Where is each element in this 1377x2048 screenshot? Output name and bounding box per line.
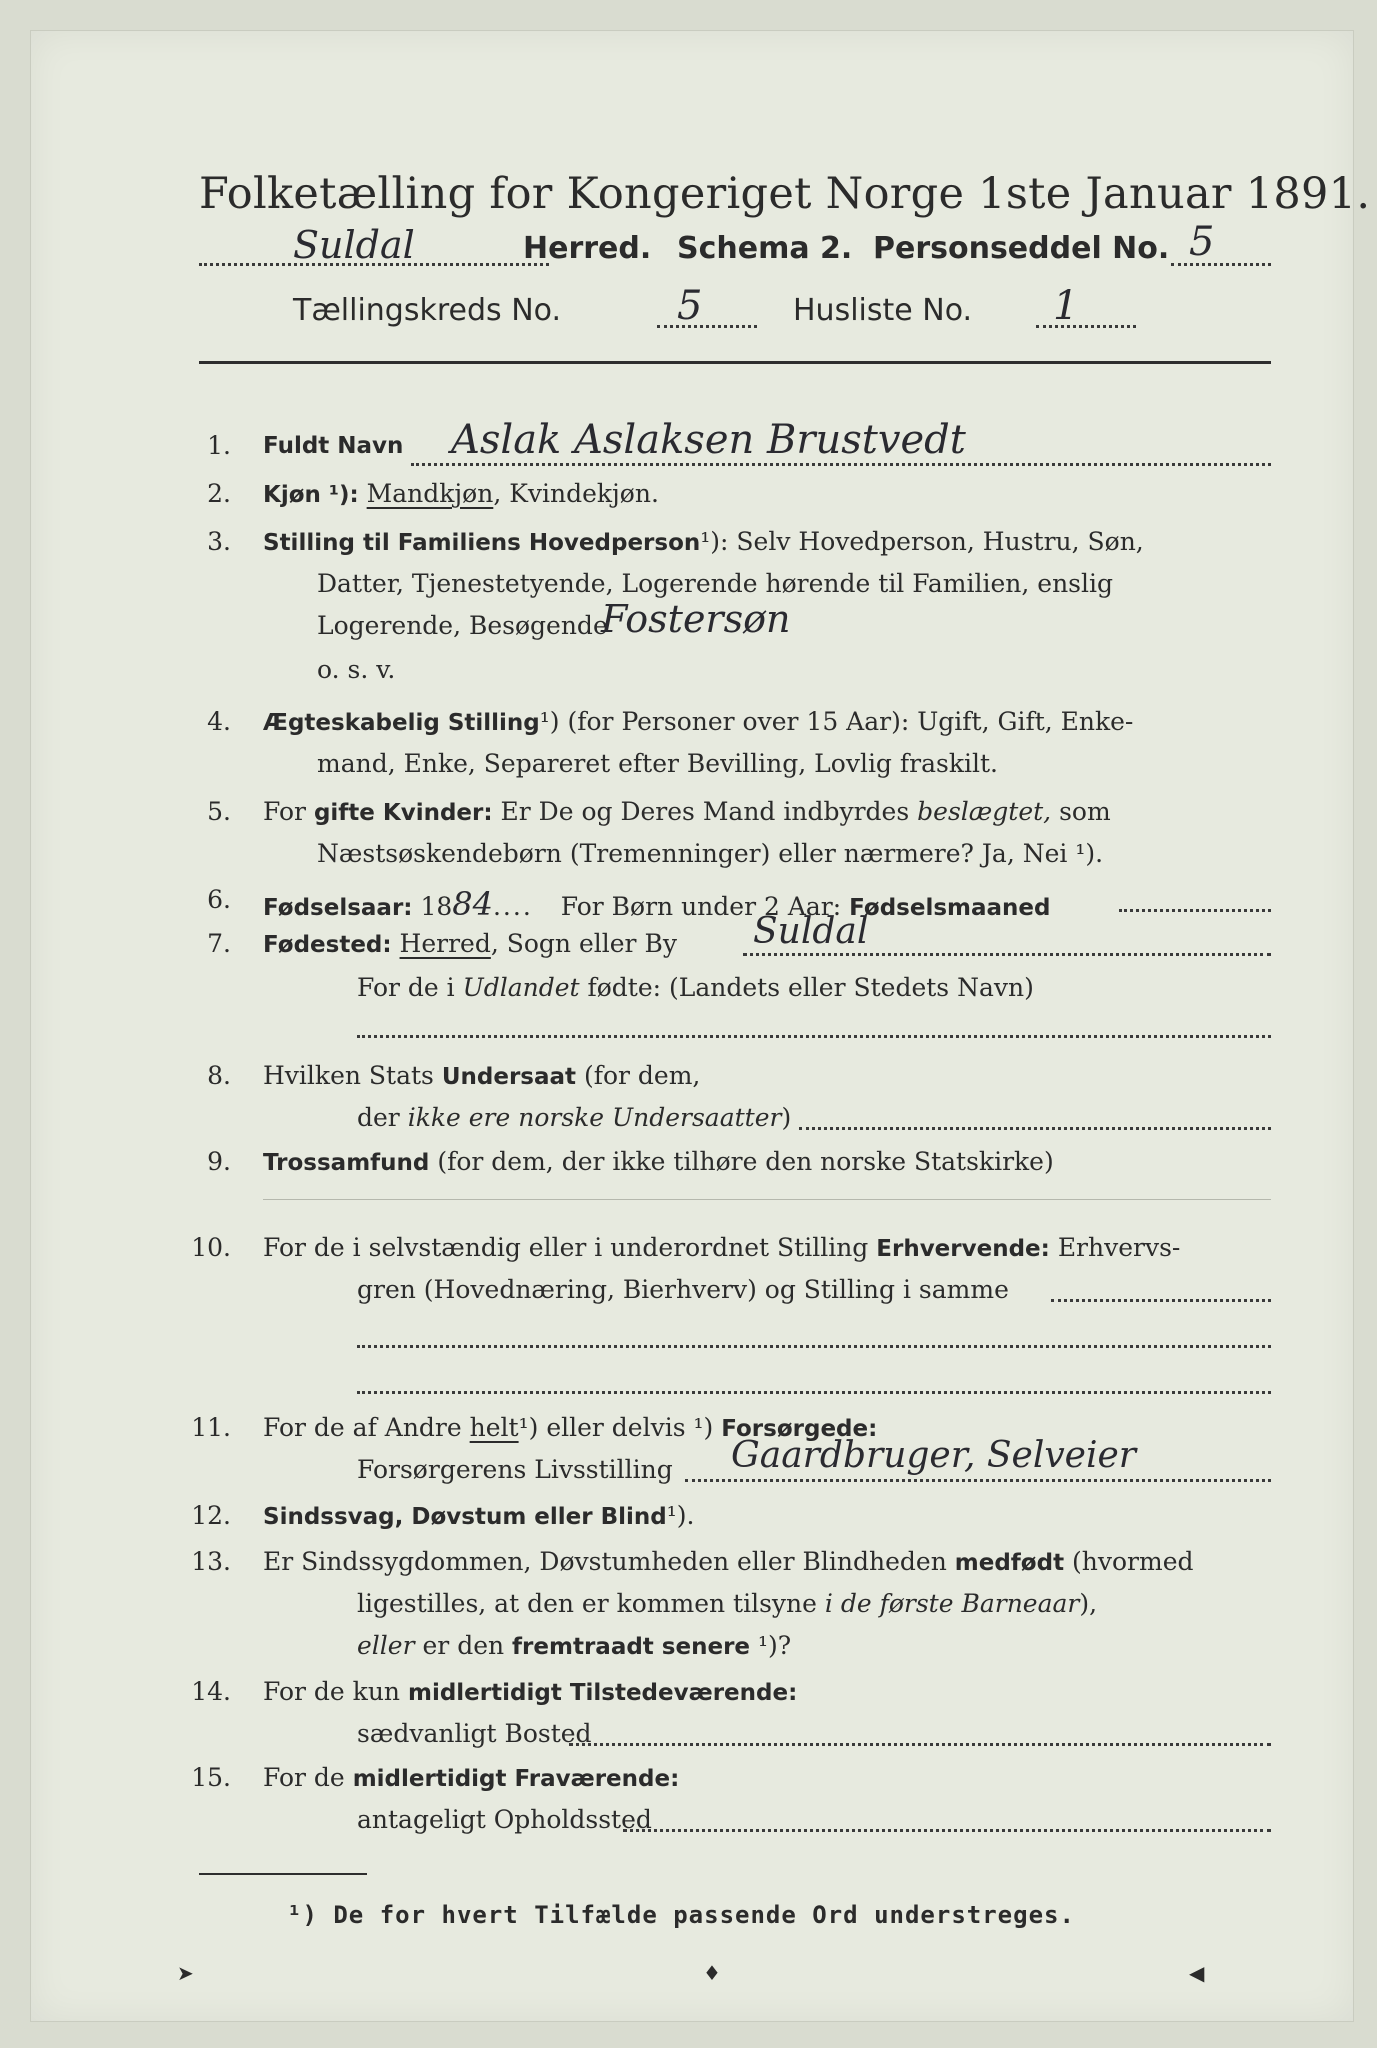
q4-number: 4.	[207, 707, 231, 736]
q3-options-2: Datter, Tjenestetyende, Logerende hørende til Familien, enslig	[317, 569, 1114, 598]
current-location-field[interactable]	[623, 1829, 1271, 1832]
q11-number: 11.	[191, 1413, 231, 1442]
herred-label: Herred.	[523, 231, 652, 266]
q3-options-3: Logerende, Besøgende	[317, 611, 608, 640]
q9-text: (for dem, der ikke tilhøre den norske Statskirke)	[437, 1147, 1054, 1176]
q1-label: Fuldt Navn	[263, 433, 404, 459]
q4-options-2: mand, Enke, Separeret efter Bevilling, Lovlig fraskilt.	[317, 749, 998, 778]
q5-text: Er De og Deres Mand indbyrdes	[500, 797, 910, 826]
q13-line1	[263, 1547, 1194, 1576]
q13-label: medfødt	[954, 1550, 1065, 1576]
supported-option-fully[interactable]: helt	[469, 1413, 519, 1442]
q13-er-den: er den	[422, 1631, 505, 1660]
q3-line1	[263, 527, 1144, 556]
q1-number: 1.	[207, 431, 231, 460]
birth-year-prefix: 18	[420, 892, 453, 921]
q13-text: Er Sindssygdommen, Døvstumheden eller Blindheden	[263, 1547, 947, 1576]
q5-som: som	[1059, 797, 1111, 826]
q5-number: 5.	[207, 797, 231, 826]
q2-label: Kjøn ¹):	[263, 482, 359, 508]
q5-options: Næstsøskendebørn (Tremenninger) eller nærmere? Ja, Nei ¹).	[317, 839, 1104, 868]
birth-month-field[interactable]	[1119, 909, 1271, 912]
header-divider	[199, 361, 1271, 364]
q14-line2: sædvanligt Bosted	[357, 1719, 592, 1748]
q6-under-2: For Børn under 2 Aar:	[560, 892, 842, 921]
q6-label: Fødselsaar:	[263, 895, 413, 921]
kreds-value: 5	[677, 283, 703, 329]
q7-label: Fødested:	[263, 932, 392, 958]
q2-number: 2.	[207, 479, 231, 508]
husliste-value: 1	[1053, 283, 1079, 329]
q15-line1	[263, 1763, 679, 1792]
husliste-label: Husliste No.	[793, 293, 973, 328]
q7-line1	[263, 929, 677, 958]
q10-line1	[263, 1233, 1180, 1262]
gender-option-female[interactable]: , Kvindekjøn.	[493, 479, 659, 508]
q9-label: Trossamfund	[263, 1150, 430, 1176]
q10-label: Erhvervende:	[876, 1236, 1050, 1262]
q11-line2: Forsørgerens Livsstilling	[357, 1455, 673, 1484]
herred-value: Suldal	[293, 223, 415, 267]
q13-line2	[357, 1589, 1097, 1618]
full-name-field[interactable]	[411, 463, 1271, 466]
q8-close: )	[781, 1103, 792, 1132]
kreds-label: Tællingskreds No.	[293, 293, 561, 328]
q5-line1	[263, 797, 1111, 826]
corner-mark-center: ♦	[703, 1961, 721, 1985]
q15-line2: antageligt Opholdssted	[357, 1805, 652, 1834]
footnote-divider	[199, 1873, 367, 1875]
birth-year-value[interactable]: 84	[452, 885, 493, 923]
q12-line	[263, 1501, 695, 1530]
q14-number: 14.	[191, 1677, 231, 1706]
q3-options-1: ¹): Selv Hovedperson, Hustru, Søn,	[700, 527, 1144, 556]
q5-pre: For	[263, 797, 306, 826]
q15-pre: For de	[263, 1763, 345, 1792]
occupation-field-3[interactable]	[357, 1391, 1271, 1394]
q8-label: Undersaat	[441, 1064, 577, 1090]
birthplace-field[interactable]	[743, 953, 1271, 956]
q8-number: 8.	[207, 1061, 231, 1090]
q2-line	[263, 479, 659, 508]
q10-erhvervs: Erhvervs-	[1057, 1233, 1181, 1262]
religion-field[interactable]	[263, 1199, 1271, 1200]
gender-option-male[interactable]: Mandkjøn	[366, 479, 494, 508]
usual-residence-field[interactable]	[569, 1743, 1271, 1746]
q5-label: gifte Kvinder:	[313, 800, 493, 826]
q6-number: 6.	[207, 885, 231, 914]
q13-label2: fremtraadt senere	[512, 1634, 751, 1660]
q7-number: 7.	[207, 929, 231, 958]
family-position-value: Fostersøn	[601, 597, 791, 641]
provider-occupation-field[interactable]	[685, 1479, 1271, 1482]
q12-number: 12.	[191, 1501, 231, 1530]
q3-options-4: o. s. v.	[317, 655, 396, 684]
census-form-sheet	[30, 30, 1371, 2022]
foreign-birthplace-field[interactable]	[357, 1035, 1271, 1038]
q14-line1	[263, 1677, 797, 1706]
q13-number: 13.	[191, 1547, 231, 1576]
personseddel-field[interactable]	[1171, 263, 1271, 266]
q10-text: For de i selvstændig eller i underordnet Stilling	[263, 1233, 869, 1262]
q6-line: Fødselsaar: 1884.... For Børn under 2 Aar: Fødselsmaaned	[263, 885, 1051, 923]
q11-label: Forsørgede:	[721, 1416, 878, 1442]
occupation-field-1[interactable]	[1051, 1299, 1271, 1302]
kreds-field[interactable]	[657, 325, 757, 328]
q4-label: Ægteskabelig Stilling	[263, 710, 540, 736]
q13-hvormed: (hvormed	[1072, 1547, 1194, 1576]
q7-abroad-pre: For de i	[357, 973, 455, 1002]
q13-childhood: i de første Barneaar	[824, 1589, 1080, 1618]
corner-mark-left: ➤	[177, 1961, 194, 1985]
q10-number: 10.	[191, 1233, 231, 1262]
full-name-value: Aslak Aslaksen Brustvedt	[451, 417, 966, 463]
birthplace-value: Suldal	[753, 911, 869, 952]
q14-pre: For de kun	[263, 1677, 401, 1706]
q8-post: (for dem,	[583, 1061, 701, 1090]
form-title: Folketælling for Kongeriget Norge 1ste Januar 1891.	[199, 169, 1371, 219]
q11-pre: For de af Andre	[263, 1413, 462, 1442]
nationality-field[interactable]	[799, 1127, 1271, 1130]
q3-label: Stilling til Familiens Hovedperson	[263, 530, 701, 556]
q13-end: ¹)?	[757, 1631, 792, 1660]
q4-line1	[263, 707, 1133, 736]
schema-label: Schema 2.	[677, 231, 853, 266]
birthplace-options: , Sogn eller By	[490, 929, 677, 958]
q15-number: 15.	[191, 1763, 231, 1792]
q9-number: 9.	[207, 1147, 231, 1176]
q8-der: der	[357, 1103, 400, 1132]
q4-options-1: ¹) (for Personer over 15 Aar): Ugift, Gift, Enke-	[539, 707, 1134, 736]
occupation-field-2[interactable]	[357, 1345, 1271, 1348]
husliste-field[interactable]	[1036, 325, 1136, 328]
provider-occupation-value: Gaardbruger, Selveier	[731, 1435, 1137, 1476]
q8-line1	[263, 1061, 700, 1090]
q9-line	[263, 1147, 1054, 1176]
birth-month-label: Fødselsmaaned	[849, 895, 1051, 921]
q7-abroad: Udlandet	[462, 973, 580, 1002]
q5-related: beslægtet,	[917, 797, 1052, 826]
q8-not-norwegian: ikke ere norske Undersaatter	[407, 1103, 782, 1132]
corner-mark-right: ◀	[1189, 1961, 1205, 1985]
q13-line3	[357, 1631, 791, 1660]
q3-number: 3.	[207, 527, 231, 556]
q7-abroad-text: fødte: (Landets eller Stedets Navn)	[587, 973, 1034, 1002]
q8-line2	[357, 1103, 791, 1132]
q11-partly: ¹) eller delvis ¹)	[518, 1413, 714, 1442]
personseddel-value: 5	[1189, 219, 1215, 265]
birthplace-option-herred[interactable]: Herred	[399, 929, 491, 958]
q7-line2	[357, 973, 1034, 1002]
q15-label: midlertidigt Fraværende:	[352, 1766, 680, 1792]
q13-line2-text: ligestilles, at den er kommen tilsyne	[357, 1589, 817, 1618]
q8-pre: Hvilken Stats	[263, 1061, 434, 1090]
q13-line2-end: ),	[1079, 1589, 1098, 1618]
personseddel-label: Personseddel No.	[873, 231, 1170, 266]
q10-line2: gren (Hovednæring, Bierhverv) og Stilling i samme	[357, 1275, 1009, 1304]
q13-eller: eller	[357, 1631, 415, 1660]
q12-label: Sindssvag, Døvstum eller Blind	[263, 1504, 667, 1530]
q14-label: midlertidigt Tilstedeværende:	[407, 1680, 798, 1706]
footnote: ¹) De for hvert Tilfælde passende Ord understreges.	[287, 1901, 1075, 1929]
q12-suffix: ¹).	[666, 1501, 695, 1530]
